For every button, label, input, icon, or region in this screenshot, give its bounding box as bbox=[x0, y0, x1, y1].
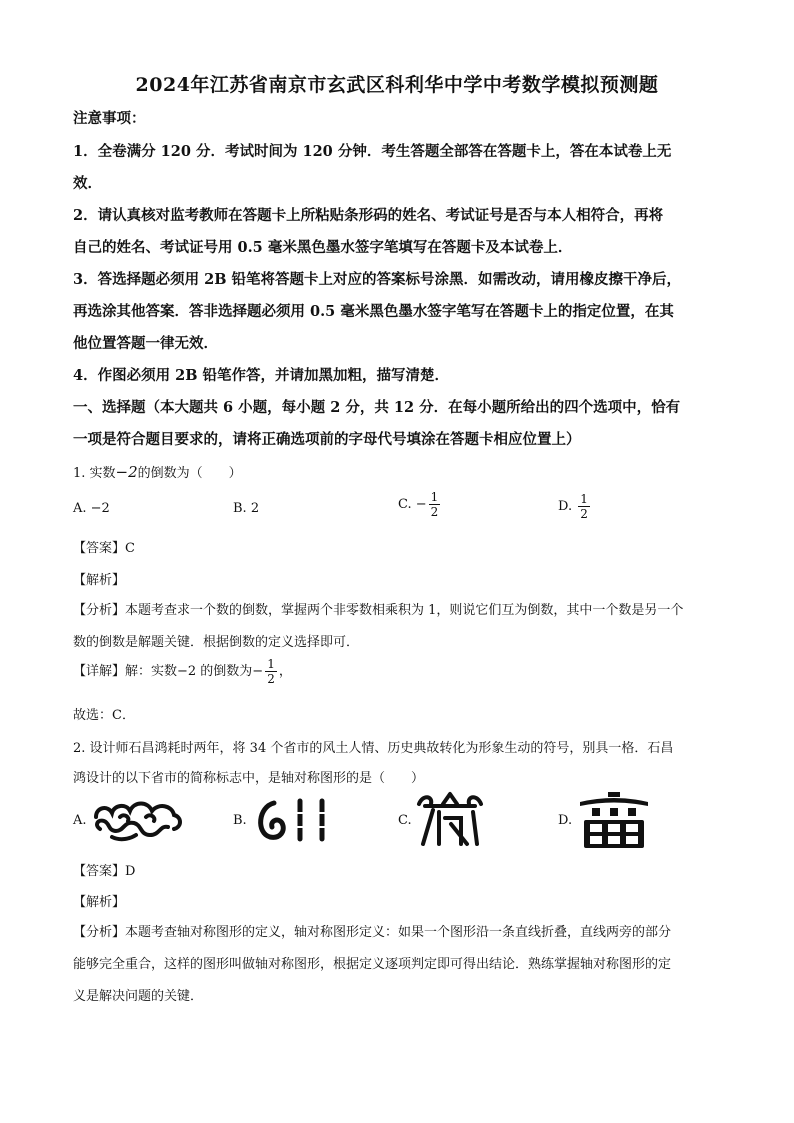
fraction bbox=[429, 490, 441, 519]
fraction bbox=[265, 657, 277, 686]
question-2-stem: 2. 设计师石昌鸿耗时两年，将 34 个省市的风土人情、历史典故转化为形象生动的符号，别具一格．石昌 bbox=[73, 741, 674, 756]
stem-text: 1. 实数 bbox=[73, 466, 116, 481]
numerator: 1 bbox=[267, 657, 275, 671]
q1-conclusion: 故选：C． bbox=[73, 708, 135, 723]
denominator: 2 bbox=[430, 505, 439, 519]
q1-analysis: 数的倒数是解题关键．根据倒数的定义选择即可． bbox=[73, 635, 360, 650]
q1-answer: 【答案】C bbox=[73, 541, 135, 556]
stem-text: 的倒数为（ ） bbox=[137, 466, 242, 481]
q2-analysis: 能够完全重合，这样的图形叫做轴对称图形，根据定义逐项判定即可得出结论．熟练掌握轴对称图形的定 bbox=[73, 957, 672, 972]
notice-line: 1．全卷满分 120 分．考试时间为 120 分钟．考生答题全部答在答题卡上，答在本试卷上无 bbox=[73, 143, 672, 160]
option-label: C. bbox=[398, 497, 412, 512]
q1-detail bbox=[73, 657, 292, 686]
page-title: 2024年江苏省南京市玄武区科利华中学中考数学模拟预测题 bbox=[135, 74, 659, 96]
cloud-logo-icon bbox=[90, 795, 185, 843]
q2-analysis: 义是解决问题的关键． bbox=[73, 989, 204, 1004]
detail-text: ， bbox=[278, 664, 292, 679]
q1-option-c bbox=[398, 490, 442, 519]
q1-analysis-tag: 【解析】 bbox=[73, 573, 126, 588]
section-heading: 一、选择题（本大题共 6 小题，每小题 2 分，共 12 分．在每小题所给出的四个选项中，恰有 bbox=[73, 399, 681, 416]
q1-option-b: B. 2 bbox=[233, 501, 260, 516]
notice-line: 2．请认真核对监考教师在答题卡上所粘贴条形码的姓名、考试证号是否与本人相符合，再将 bbox=[73, 207, 664, 224]
question-2-stem: 鸿设计的以下省市的简称标志中，是轴对称图形的是（ ） bbox=[73, 771, 425, 786]
min-logo-icon bbox=[415, 790, 485, 848]
question-1-stem bbox=[73, 462, 242, 481]
q2-option-d-label: D. bbox=[558, 813, 573, 828]
q2-answer: 【答案】D bbox=[73, 864, 136, 879]
denominator: 2 bbox=[267, 672, 275, 686]
fraction bbox=[578, 492, 590, 521]
notice-line: 再选涂其他答案．答非选择题必须用 0.5 毫米黑色墨水签字笔写在答题卡上的指定位置，在其 bbox=[73, 303, 674, 320]
chuan-logo-icon bbox=[252, 795, 334, 843]
minus-sign: − bbox=[415, 497, 427, 512]
notice-line: 4．作图必须用 2B 铅笔作答，并请加黑加粗，描写清楚． bbox=[73, 367, 450, 384]
numerator: 1 bbox=[580, 492, 588, 506]
q1-option-a: A. −2 bbox=[73, 501, 110, 516]
q2-option-a-label: A. bbox=[73, 813, 87, 828]
lu-logo-icon bbox=[578, 790, 650, 850]
notice-line: 3．答选择题必须用 2B 铅笔将答题卡上对应的答案标号涂黑．如需改动，请用橡皮擦干净后， bbox=[73, 271, 682, 288]
q1-option-d bbox=[558, 492, 592, 521]
q2-option-c-label: C. bbox=[398, 813, 412, 828]
notice-line: 自己的姓名、考试证号用 0.5 毫米黑色墨水签字笔填写在答题卡及本试卷上． bbox=[73, 239, 573, 256]
q2-analysis: 【分析】本题考查轴对称图形的定义，轴对称图形定义：如果一个图形沿一条直线折叠，直线两旁的部分 bbox=[73, 925, 672, 940]
option-label: D. bbox=[558, 499, 573, 514]
denominator: 2 bbox=[580, 507, 588, 521]
detail-text: 【详解】解：实数−2 的倒数为− bbox=[73, 664, 264, 679]
notice-heading: 注意事项： bbox=[73, 110, 146, 127]
q1-analysis: 【分析】本题考查求一个数的倒数，掌握两个非零数相乘积为 1，则说它们互为倒数，其中一个数是另一个 bbox=[73, 603, 684, 618]
stem-value: −2 bbox=[115, 463, 138, 481]
q2-analysis-tag: 【解析】 bbox=[73, 895, 126, 910]
section-heading: 一项是符合题目要求的，请将正确选项前的字母代号填涂在答题卡相应位置上） bbox=[73, 431, 581, 448]
q2-option-b-label: B. bbox=[233, 813, 247, 828]
notice-line: 效． bbox=[73, 175, 102, 192]
notice-line: 他位置答题一律无效． bbox=[73, 335, 218, 352]
numerator: 1 bbox=[430, 490, 439, 504]
